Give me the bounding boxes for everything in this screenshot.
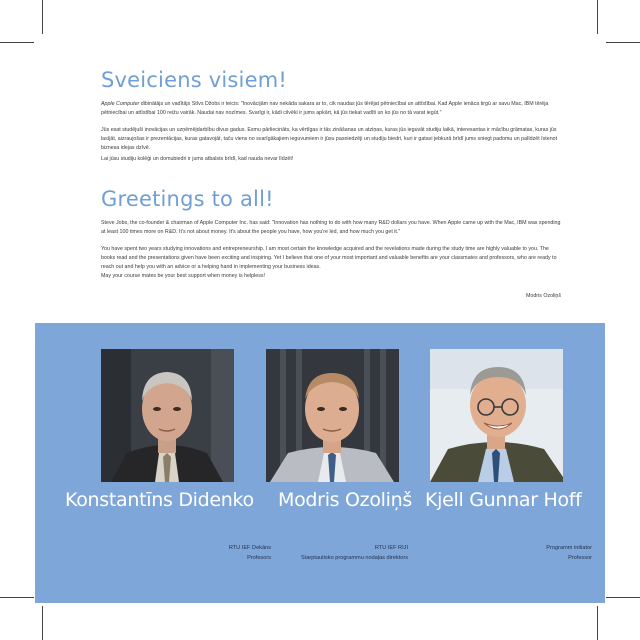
signature: Modris Ozoliņš — [525, 293, 561, 299]
english-paragraph-3: May your course mates be your best support when money is helpless! — [101, 273, 265, 279]
portrait-photo — [101, 349, 234, 482]
crop-mark — [0, 597, 34, 598]
crop-mark — [606, 597, 640, 598]
person-role — [238, 544, 408, 563]
role-line: Professor — [568, 554, 592, 561]
crop-mark — [42, 606, 43, 640]
english-paragraph-1: Steve Jobs, the co-founder & chairman of Apple Computer Inc. has said: "Innovation has nothing to do with how many R&D dollars you have. When Apple came up with the Mac, IBM was spending at least 100 times more on R&D. It's not about money. It's about the people you have, how you're led, and how much you get it." — [101, 220, 561, 235]
latvian-paragraph-1-text: dibinātājs un vadītājs Stīvs Džobs ir teicis: "Inovācijām nav nekāda sakara ar to, cik naudas jūs tērējat pētniecībai un attīstībai. Kad Apple ienāca tirgū ar savu Mac, IBM tērēja pētniecībai un attīstībai 100 reižu vairāk. Naudai nav nozīmes. Svarīgi ir, kādi cilvēki ir jums apkārt, kā jūs tiekat vadīti un ko jūs no tā varat iegūt." — [101, 101, 549, 116]
latvian-paragraph-3: Lai jūsu studiju kolēģi un domubiedri ir jums atbalsts brīdī, kad nauda nevar līdzēt! — [101, 156, 294, 162]
role-line: RTU IEF RIJI — [374, 545, 408, 551]
person-name: Modris Ozoliņš — [278, 489, 412, 511]
crop-mark — [597, 0, 598, 34]
role-line: Programm initiator — [546, 545, 592, 551]
crop-mark — [606, 42, 640, 43]
portrait-photo — [430, 349, 563, 482]
company-name: Apple Computer — [101, 101, 140, 107]
person-name: Kjell Gunnar Hoff — [425, 489, 582, 511]
latvian-paragraph-2: Jūs esat studējuši inovācijas un uzņēmējdarbību divus gadus. Esmu pārliecināts, ka vērtīgas ir tās zināšanas un atziņas, kuras jūs ieguvāt studiju laikā, interesantas ir mācību grāmatas, kuras jūs lasījāt, aizraujošas ir prezentācijas, kuras gatavojāt, taču viens no svarīgākajiem ieguvumiem ir jūsu pasniedzēji un studiju biedri, kuri ir gatavi jebkurā brīdī jums sniegt padomu un palīdzēt īstenot biznesa idejas dzīvē. — [101, 127, 558, 151]
crop-mark — [42, 0, 43, 34]
latvian-heading: Sveiciens visiem! — [101, 68, 287, 92]
role-line: Profesors — [247, 554, 271, 561]
crop-mark — [0, 42, 34, 43]
people-panel — [35, 323, 605, 603]
latvian-paragraph-1 — [101, 100, 563, 118]
english-paragraph-2: You have spent two years studying innovations and entrepreneurship. I am most certain the knowledge acquired and the revelations made during the study time are highly valuable to you. The books read and the presentations given have been exciting and inspiring. Yet I believe that one of your most important and valuable benefits are your classmates and professors, who are ready to reach out and help you with an advice or a helping hand in implementing your business ideas. — [101, 246, 557, 270]
person-name: Konstantīns Didenko — [65, 489, 254, 511]
role-line: Starptautisko programmu nodaļas direktors — [301, 554, 408, 561]
english-heading: Greetings to all! — [101, 187, 274, 211]
person-role — [459, 544, 592, 563]
portrait-photo — [266, 349, 399, 482]
crop-mark — [597, 606, 598, 640]
role-line: RTU IEF Dekāns — [228, 545, 271, 551]
